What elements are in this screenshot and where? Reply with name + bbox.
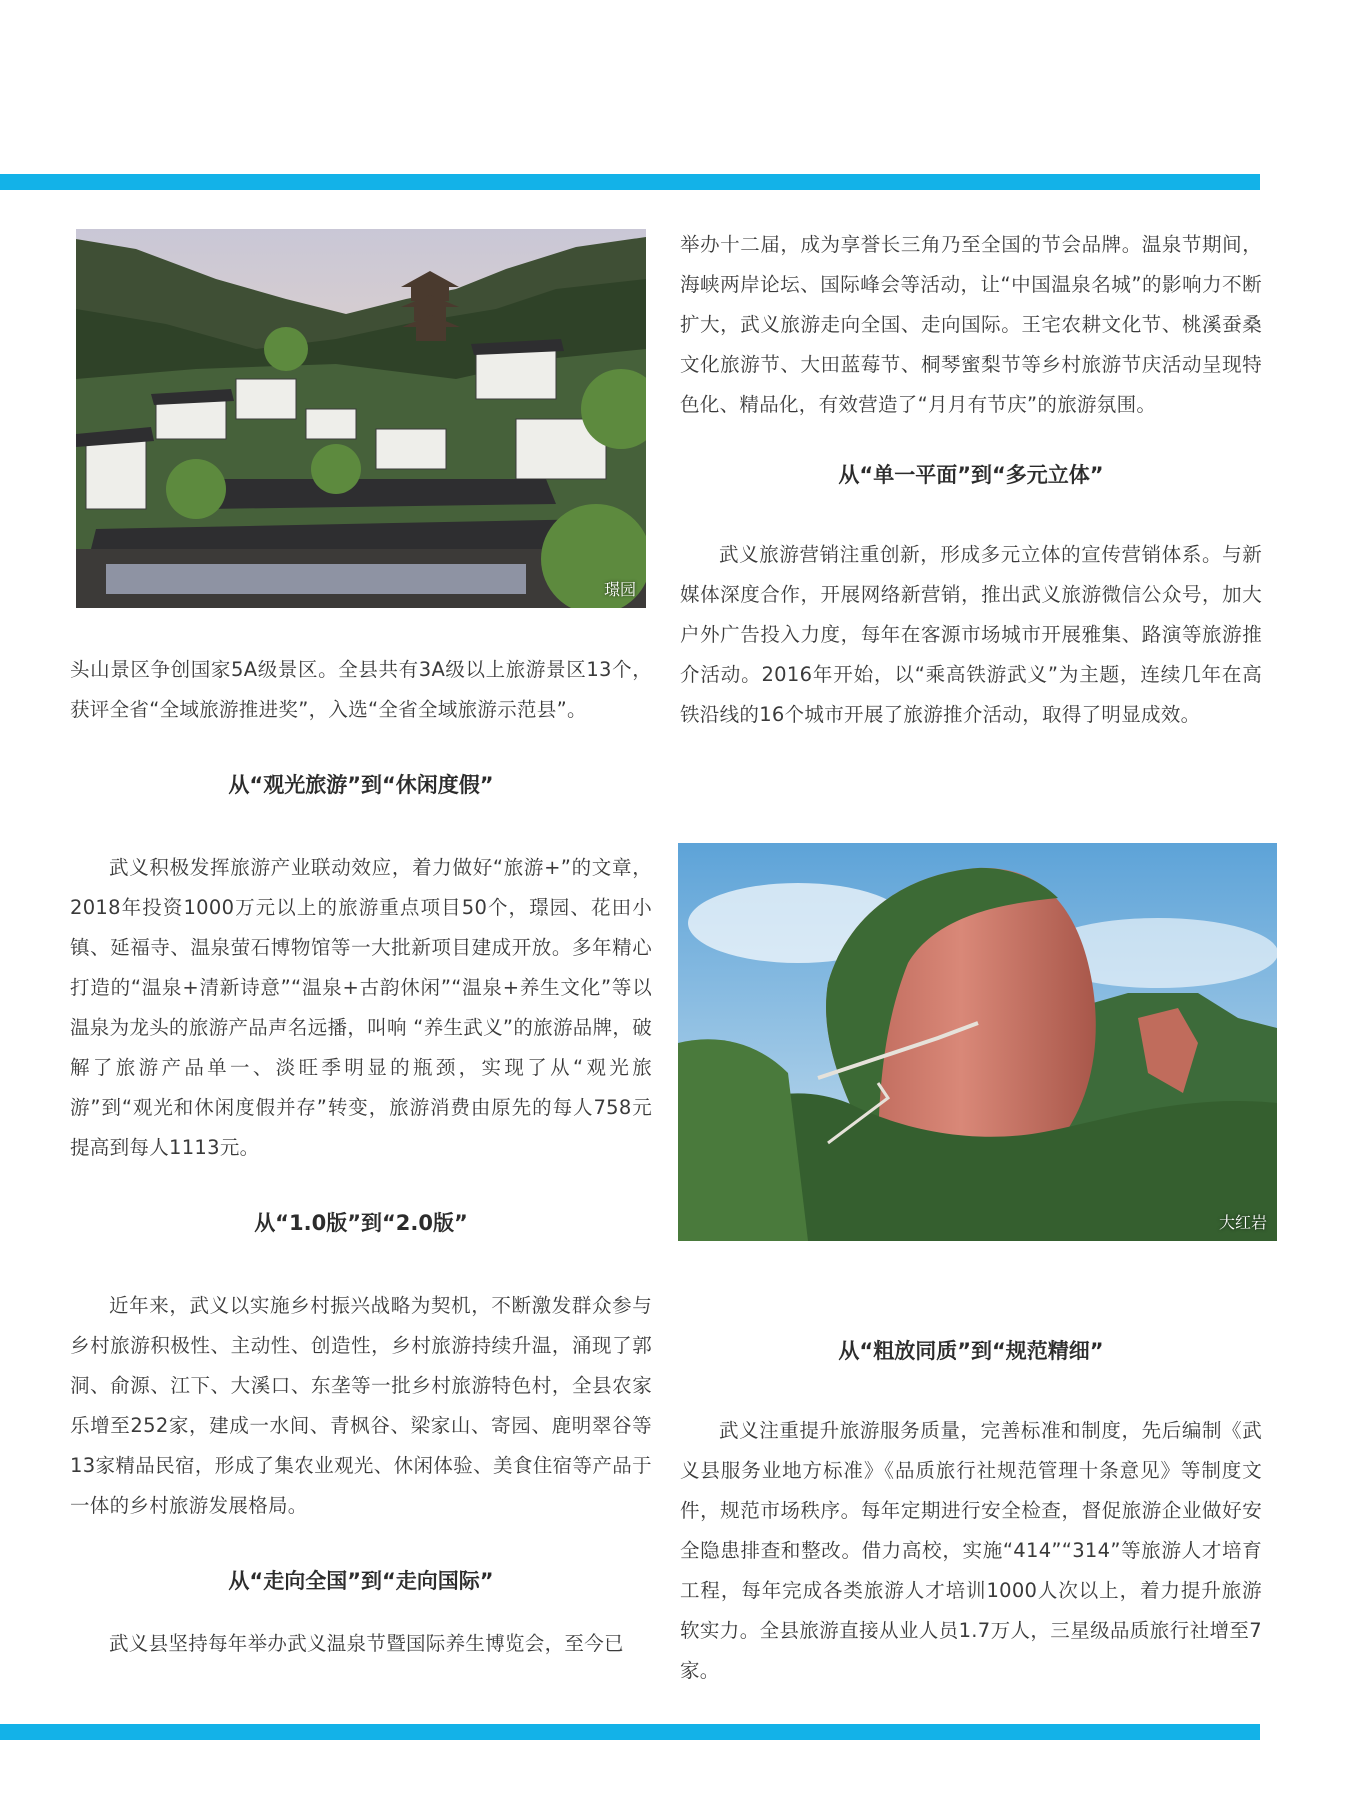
continued-paragraph: 举办十二届，成为享誉长三角乃至全国的节会品牌。温泉节期间，海峡两岸论坛、国际峰会等活动，让“中国温泉名城”的影响力不断扩大，武义旅游走向全国、走向国际。王宅农耕文化节、桃溪蚕桑文化旅游节、大田蓝莓节、桐琴蜜梨节等乡村旅游节庆活动呈现特色化、精品化，有效营造了“月月有节庆”的旅游氛围。 <box>680 233 1262 416</box>
village-illustration <box>76 229 646 608</box>
section-heading: 从“单一平面”到“多元立体” <box>838 463 1104 487</box>
left-column <box>70 650 652 1664</box>
photo-caption: 璟园 <box>603 580 636 599</box>
section-paragraph: 武义注重提升旅游服务质量，完善标准和制度，先后编制《武义县服务业地方标准》《品质旅行社规范管理十条意见》等制度文件，规范市场秩序。每年定期进行安全检查，督促旅游企业做好安全隐患排查和整改。借力高校，实施“414”“314”等旅游人才培育工程，每年完成各类旅游人才培训1000人次以上，着力提升旅游软实力。全县旅游直接从业人员1.7万人，三星级品质旅行社增至7家。 <box>680 1419 1262 1682</box>
section-heading: 从“粗放同质”到“规范精细” <box>838 1339 1104 1363</box>
section-heading: 从“走向全国”到“走向国际” <box>228 1569 494 1593</box>
section-paragraph: 武义积极发挥旅游产业联动效应，着力做好“旅游+”的文章，2018年投资1000万元以上的旅游重点项目50个，璟园、花田小镇、延福寺、温泉萤石博物馆等一大批新项目建成开放。多年精心打造的“温泉+清新诗意”“温泉+古韵休闲”“温泉+养生文化”等以温泉为龙头的旅游产品声名远播，叫响 “养生武义”的旅游品牌，破解了旅游产品单一、淡旺季明显的瓶颈，实现了从“观光旅游”到“观光和休闲度假并存”转变，旅游消费由原先的每人758元提高到每人1113元。 <box>70 856 652 1159</box>
top-accent-bar <box>0 174 1260 190</box>
right-column-bottom <box>680 1331 1262 1691</box>
section-heading: 从“1.0版”到“2.0版” <box>254 1211 468 1235</box>
photo-dahongyan <box>678 843 1277 1241</box>
section-paragraph: 武义旅游营销注重创新，形成多元立体的宣传营销体系。与新媒体深度合作，开展网络新营销，推出武义旅游微信公众号，加大户外广告投入力度，每年在客源市场城市开展雅集、路演等旅游推介活动。2016年开始，以“乘高铁游武义”为主题，连续几年在高铁沿线的16个城市开展了旅游推介活动，取得了明显成效。 <box>680 543 1262 726</box>
section-paragraph: 近年来，武义以实施乡村振兴战略为契机，不断激发群众参与乡村旅游积极性、主动性、创造性，乡村旅游持续升温，涌现了郭洞、俞源、江下、大溪口、东垄等一批乡村旅游特色村，全县农家乐增至252家，建成一水间、青枫谷、梁家山、寄园、鹿明翠谷等13家精品民宿，形成了集农业观光、休闲体验、美食住宿等产品于一体的乡村旅游发展格局。 <box>70 1294 652 1517</box>
photo-caption: 大红岩 <box>1218 1213 1267 1232</box>
right-column-top <box>680 225 1262 735</box>
section-paragraph: 武义县坚持每年举办武义温泉节暨国际养生博览会，至今已 <box>109 1632 624 1655</box>
photo-jingyuan <box>76 229 646 608</box>
intro-paragraph: 头山景区争创国家5A级景区。全县共有3A级以上旅游景区13个，获评全省“全域旅游推进奖”，入选“全省全域旅游示范县”。 <box>70 658 652 721</box>
cliff-illustration <box>678 843 1277 1241</box>
bottom-accent-bar <box>0 1724 1260 1740</box>
section-heading: 从“观光旅游”到“休闲度假” <box>228 773 494 797</box>
